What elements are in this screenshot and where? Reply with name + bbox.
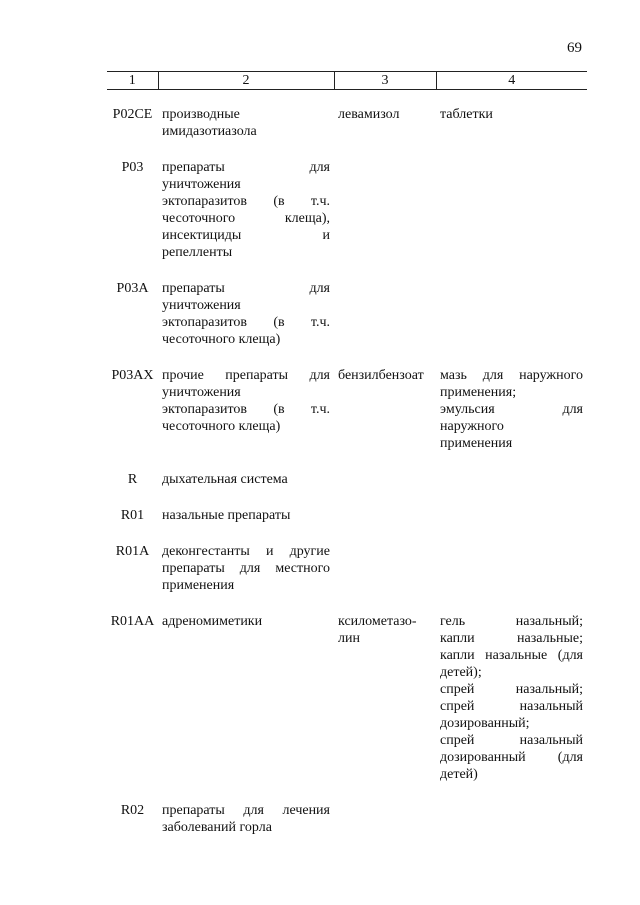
drug-name-cell (334, 159, 436, 280)
group-name-cell-line: эктопаразитов (в т.ч. (162, 315, 330, 330)
dosage-form-cell-line: таблетки (440, 107, 493, 122)
drug-name-cell (334, 280, 436, 367)
dosage-form-cell (436, 367, 587, 471)
dosage-form-cell (436, 280, 587, 367)
dosage-form-cell-line: применения; (440, 385, 517, 400)
dosage-form-cell-line: спрей назальный (440, 699, 583, 714)
drug-name-cell (334, 507, 436, 543)
group-name-cell-line: назальные препараты (162, 508, 291, 523)
atc-code-cell: P02CE (112, 107, 153, 122)
group-name-cell-line: уничтожения (162, 177, 241, 192)
table-body (107, 90, 587, 837)
group-name-cell-line: чесоточного клеща), (162, 211, 330, 226)
group-name-cell (158, 106, 334, 159)
group-name-cell (158, 471, 334, 507)
group-name-cell-line: препараты для местного (162, 561, 330, 576)
atc-code-cell: P03AX (111, 368, 154, 383)
group-name-cell-line: прочие препараты для (162, 368, 330, 383)
dosage-form-cell-line: детей) (440, 767, 478, 782)
atc-code-cell: P03A (116, 281, 149, 296)
group-name-cell-line: деконгестанты и другие (162, 544, 330, 559)
header-col-4: 4 (436, 72, 587, 90)
page-number: 69 (567, 40, 582, 56)
group-name-cell-line: дыхательная система (162, 472, 288, 487)
dosage-form-cell-line: дозированный (для (440, 750, 583, 765)
drug-name-cell (334, 106, 436, 159)
dosage-form-cell (436, 802, 587, 836)
group-name-cell-line: заболеваний горла (162, 820, 272, 835)
group-name-cell-line: эктопаразитов (в т.ч. (162, 194, 330, 209)
dosage-form-cell (436, 613, 587, 802)
group-name-cell (158, 802, 334, 836)
group-name-cell-line: уничтожения (162, 385, 241, 400)
dosage-form-cell-line: капли назальные (для (440, 648, 583, 663)
drug-name-cell-line: бензилбензоат (338, 368, 424, 383)
dosage-form-cell (436, 507, 587, 543)
dosage-form-cell-line: мазь для наружного (440, 368, 583, 383)
group-name-cell (158, 613, 334, 802)
dosage-form-cell-line: гель назальный; (440, 614, 583, 629)
table-row (107, 613, 587, 802)
group-name-cell-line: чесоточного клеща) (162, 419, 281, 434)
header-col-3: 3 (334, 72, 436, 90)
drug-name-cell-line: ксилометазо- (338, 614, 417, 629)
dosage-form-cell (436, 106, 587, 159)
group-name-cell-line: препараты для лечения (162, 803, 330, 818)
group-name-cell (158, 159, 334, 280)
group-name-cell-line: препараты для (162, 281, 330, 296)
header-col-2: 2 (158, 72, 334, 90)
group-name-cell-line: инсектициды и (162, 228, 330, 243)
atc-code-cell: R02 (120, 803, 145, 818)
dosage-form-cell-line: применения (440, 436, 513, 451)
table-header (107, 72, 587, 90)
group-name-cell-line: репелленты (162, 245, 233, 260)
group-name-cell (158, 507, 334, 543)
group-name-cell (158, 543, 334, 613)
atc-code-cell: P03 (121, 160, 144, 175)
dosage-form-cell (436, 543, 587, 613)
group-name-cell-line: препараты для (162, 160, 330, 175)
group-name-cell-line: производные (162, 107, 240, 122)
drug-name-cell (334, 613, 436, 802)
dosage-form-cell-line: эмульсия для (440, 402, 583, 417)
atc-code-cell: R01 (120, 508, 145, 523)
dosage-form-cell-line: капли назальные; (440, 631, 583, 646)
drug-name-cell (334, 367, 436, 471)
table-row (107, 106, 587, 159)
dosage-form-cell-line: детей); (440, 665, 482, 680)
group-name-cell-line: имидазотиазола (162, 124, 257, 139)
group-name-cell (158, 280, 334, 367)
drug-name-cell (334, 802, 436, 836)
table-row (107, 507, 587, 543)
dosage-form-cell (436, 471, 587, 507)
group-name-cell (158, 367, 334, 471)
table-row (107, 471, 587, 507)
group-name-cell-line: эктопаразитов (в т.ч. (162, 402, 330, 417)
atc-code-cell: R (127, 472, 138, 487)
atc-code-cell: R01A (115, 544, 150, 559)
drug-name-cell (334, 543, 436, 613)
table-row (107, 159, 587, 280)
group-name-cell-line: адреномиметики (162, 614, 263, 629)
table-row (107, 543, 587, 613)
table-row (107, 280, 587, 367)
drug-classification-table (107, 71, 587, 836)
table-row (107, 367, 587, 471)
table-row (107, 802, 587, 836)
dosage-form-cell-line: наружного (440, 419, 504, 434)
drug-name-cell-line: левамизол (338, 107, 400, 122)
header-col-1: 1 (107, 72, 158, 90)
group-name-cell-line: уничтожения (162, 298, 241, 313)
dosage-form-cell-line: спрей назальный; (440, 682, 583, 697)
dosage-form-cell-line: дозированный; (440, 716, 530, 731)
dosage-form-cell-line: спрей назальный (440, 733, 583, 748)
drug-name-cell (334, 471, 436, 507)
atc-code-cell: R01AA (110, 614, 155, 629)
group-name-cell-line: применения (162, 578, 235, 593)
group-name-cell-line: чесоточного клеща) (162, 332, 281, 347)
dosage-form-cell (436, 159, 587, 280)
drug-name-cell-line: лин (338, 631, 360, 646)
